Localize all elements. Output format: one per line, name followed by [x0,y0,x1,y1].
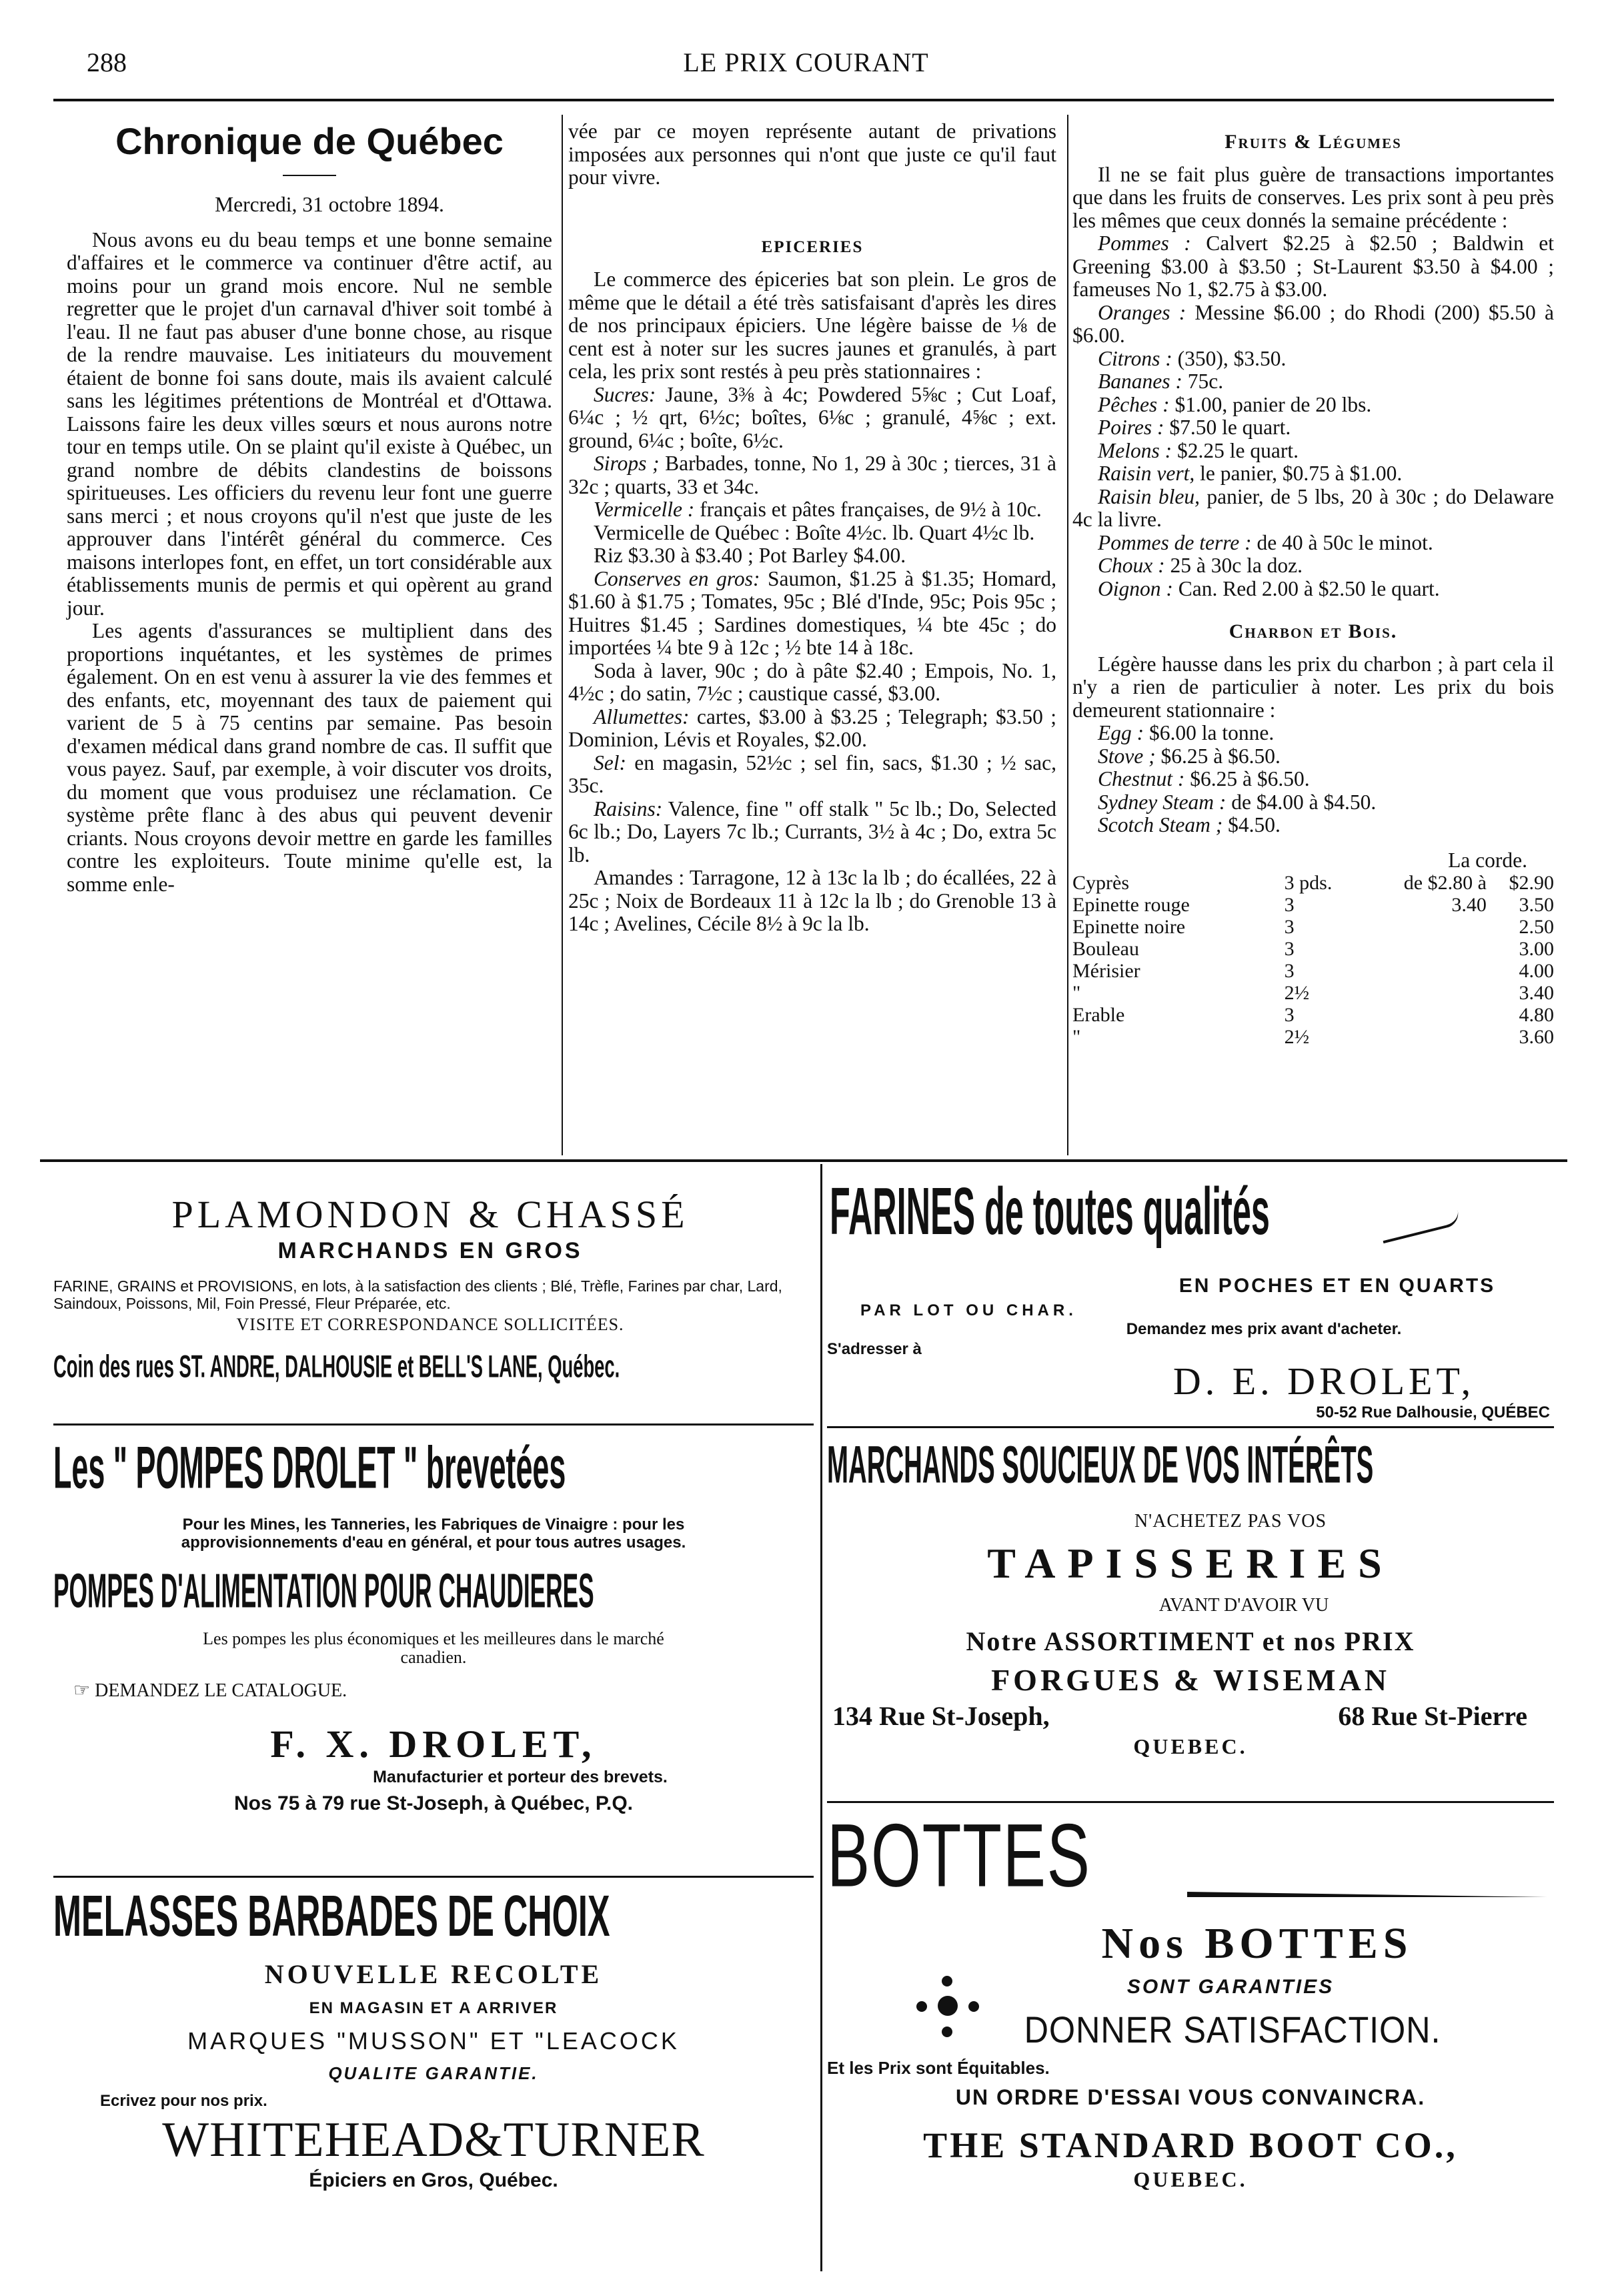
epiceries-item-label: Raisins: [594,796,663,820]
column-chronique [67,120,552,896]
epiceries-item-label: Sirops ; [594,452,660,475]
wood-row [1072,872,1554,894]
fruits-item [1072,394,1554,417]
epiceries-item-value: Riz $3.30 à $3.40 ; Pot Barley $4.00. [594,544,906,567]
epiceries-item-value: en magasin, 52½c ; sel fin, sacs, $1.30 ; ½ sac, 35c. [568,750,1056,797]
title-dash [283,175,336,176]
fruits-item [1072,578,1554,601]
fruits-item-value: Can. Red 2.00 à $2.50 le quart. [1172,576,1440,600]
fruits-item [1072,416,1554,440]
wood-price-table [1072,872,1554,1048]
article-title: Chronique de Québec [115,120,504,162]
journal-title: LE PRIX COURANT [683,47,929,77]
ad-melasses-quality: QUALITE GARANTIE. [328,2063,539,2083]
epiceries-item [568,867,1056,936]
fruits-item [1072,370,1554,394]
wood-cell-size: 3 [1284,1004,1295,1026]
ad-plamondon-sub: MARCHANDS EN GROS [277,1238,583,1263]
fruits-item-value: panier, de 5 lbs, 20 à 30c ; do Delaware 4c la livre. [1072,484,1554,531]
epiceries-lead: Le commerce des épiceries bat son plein. Le gros de même que le détail a été très satisfaisant d'après les dires de nos principaux épiciers. Une légère baisse de ⅛ de cent est à noter sur les sucres jaunes et granulés, à part cela, les prix sont restés à peu près stationnaires : [568,267,1056,383]
ads-center-divider [820,1164,822,2271]
epiceries-item-value: cartes, $3.00 à $3.25 ; Telegraph; $3.50 ; Dominion, Lévis et Royales, $2.00. [568,704,1056,751]
fruits-item-label: Citrons : [1098,346,1172,370]
epiceries-item-label: Sel: [594,750,626,774]
ad-pompes-tag: Les pompes les plus économiques et les meilleures dans le marché canadien. [203,1629,664,1667]
fruits-item-label: Pêches : [1098,392,1170,416]
wood-header: La corde. [1448,848,1527,872]
fruits-item [1072,486,1554,532]
column-divider-1 [562,115,563,1155]
wood-row [1072,894,1554,916]
ad-pompes-catalogue: ☞ DEMANDEZ LE CATALOGUE. [73,1680,347,1701]
fruits-item-label: Poires : [1098,416,1164,439]
epiceries-item-value: Amandes : Tarragone, 12 à 13c la lb ; do écallées, 22 à 25c ; Noix de Bordeaux 11 à 12c la lb ; do Grenoble 13 à 14c ; Avelines, Cécile 8½ à 9c la lb. [568,866,1056,935]
ad-farines-lot: PAR LOT OU CHAR. [860,1301,1077,1319]
article-paragraph-2: Les agents d'assurances se multiplient dans des proportions inquétantes, et les systèmes de primes également. On en est venu à assurer la vie des femmes et des enfants, etc, moyennant des taux de paiement qui varient de 5 à 75 centins par semaine. Pas besoin d'examen médical dans grand nombre de cas. Il suffit que vous payez. Sauf, par exemple, à voir discuter vos droits, du moment que vous produisez une réclamation. Ce système prête flanc à des abus qui peuvent devenir criants. Nous croyons devoir mettre en garde les familles contre les exploiteurs. Toute minime qu'elle est, la somme enle- [67,619,552,896]
epiceries-item [568,384,1056,453]
epiceries-item-label: Conserves en gros: [594,566,760,590]
coal-item-value: $6.25 à $6.50. [1184,767,1310,790]
wood-cell-p1: de $2.80 à [1403,872,1487,894]
ad-pompes [53,1433,814,1860]
column-epiceries [568,120,1056,936]
epiceries-item [568,568,1056,660]
ad-melasses-sub: NOUVELLE RECOLTE [264,1959,603,1989]
section-epiceries: EPICERIES [761,237,864,256]
fruits-item [1072,532,1554,555]
coal-item [1072,814,1554,837]
fruits-item [1072,302,1554,348]
wood-cell-size: 2½ [1284,982,1310,1004]
wood-row [1072,1004,1554,1026]
wood-cell-p2: 3.40 [1519,982,1554,1004]
wood-cell-size: 3 [1284,916,1295,938]
epiceries-item-label: Vermicelle : [594,498,695,521]
fruits-item-value: $1.00, panier de 20 lbs. [1169,392,1372,416]
wood-cell-p1 [1361,982,1487,1004]
epiceries-item [568,498,1056,522]
epiceries-item [568,706,1056,752]
wood-cell-size: 3 pds. [1284,872,1333,894]
ad-tapisseries-n3: Notre ASSORTIMENT et nos PRIX [966,1626,1415,1656]
epiceries-item [568,798,1056,867]
coal-item-label: Sydney Steam : [1098,790,1227,814]
coal-item [1072,791,1554,814]
ad-bottes-sont: SONT GARANTIES [1126,1976,1335,1998]
epiceries-price-list [568,384,1056,936]
wood-cell-name: Cyprès [1072,872,1129,894]
fruits-item-label: Oignon : [1098,576,1173,600]
section-charbon: Charbon et Bois. [1229,620,1398,642]
wood-cell-p1 [1361,938,1487,960]
ad-melasses-brands: MARQUES "MUSSON" ET "LEACOCK [187,2027,680,2055]
epiceries-item [568,522,1056,545]
ad-farines-sub: EN POCHES ET EN QUARTS [1178,1275,1496,1297]
coal-item-label: Scotch Steam ; [1098,813,1223,836]
coal-item-value: de $4.00 à $4.50. [1226,790,1377,814]
ad-farines-title: FARINES de toutes qualités [830,1173,1270,1249]
wood-cell-name: Mérisier [1072,960,1140,982]
page-number: 288 [87,47,127,77]
ad-melasses-stock: EN MAGASIN ET A ARRIVER [309,1999,558,2017]
epiceries-item-value: français et pâtes françaises, de 9½ à 10c. [694,498,1042,521]
fruits-item [1072,348,1554,371]
wood-cell-size: 3 [1284,938,1295,960]
wood-row [1072,938,1554,960]
epiceries-item-value: Barbades, tonne, No 1, 29 à 30c ; tierces, 31 à 32c ; quarts, 33 et 34c. [568,452,1056,498]
epiceries-item-value: Saumon, $1.25 à $1.35; Homard, $1.60 à $1.75 ; Tomates, 95c ; Blé d'Inde, 95c; Pois 95c ; Huitres $1.45 ; Sardines domestiques, ¼ bte 45c ; do importées ¼ bte 9 à 12c ; ½ bte 14 à 18c. [568,566,1056,659]
ad-farines [827,1173,1554,1426]
ad-plamondon-address: Coin des rues ST. ANDRE, DALHOUSIE et BELL'S LANE, Québec. [53,1349,620,1385]
ad-plamondon-name: PLAMONDON & CHASSÉ [171,1194,689,1236]
wood-cell-name: Epinette noire [1072,916,1186,938]
wood-cell-p1 [1361,1026,1487,1048]
ad-bottes-prix: Et les Prix sont Équitables. [827,2058,1050,2078]
wood-cell-size: 3 [1284,894,1295,916]
column-divider-2 [1067,115,1068,1155]
fruits-item [1072,440,1554,463]
wood-cell-p2: 2.50 [1519,916,1554,938]
ad-farines-ask: Demandez mes prix avant d'acheter. [1126,1320,1402,1338]
continued-text: vée par ce moyen représente autant de privations imposées aux personnes qui n'ont que juste ce qu'il faut pour vivre. [568,119,1056,189]
ad-tapisseries-city: QUEBEC. [1133,1734,1248,1758]
epiceries-item-value: Soda à laver, 90c ; do à pâte $2.40 ; Empois, No. 1, 4½c ; do satin, 7½c ; caustique cassé, $3.00. [568,658,1056,705]
ad-farines-addr-to: S'adresser à [827,1340,922,1358]
ad-bottes-title: BOTTES [827,1808,1091,1906]
wood-cell-p2: 4.00 [1519,960,1554,982]
ad-plamondon-visit: VISITE ET CORRESPONDANCE SOLLICITÉES. [236,1315,624,1334]
ad-rule-1 [53,1423,814,1425]
ad-pompes-maker-sub: Manufacturier et porteur des brevets. [373,1768,668,1786]
wood-cell-name: Epinette rouge [1072,894,1190,916]
wood-cell-p1 [1361,916,1487,938]
ad-melasses-firm-sub: Épiciers en Gros, Québec. [309,2169,558,2191]
ad-pompes-address: Nos 75 à 79 rue St-Joseph, à Québec, P.Q. [233,1792,634,1814]
ad-farines-firm-addr: 50-52 Rue Dalhousie, QUÉBEC [1316,1403,1550,1421]
wood-cell-p2: 3.60 [1519,1026,1554,1048]
fruits-item-value: Calvert $2.25 à $2.50 ; Baldwin et Greening $3.00 à $3.50 ; St-Laurent $3.50 à $4.00 ; fameuses No 1, $2.75 à $3.00. [1072,231,1554,301]
epiceries-item-value: Vermicelle de Québec : Boîte 4½c. lb. Quart 4½c lb. [594,520,1035,544]
ad-bottes-firm: THE STANDARD BOOT CO., [923,2125,1458,2165]
epiceries-item [568,752,1056,798]
coal-price-list [1072,722,1554,837]
fruits-item-label: Bananes : [1098,370,1182,393]
coal-item-label: Egg : [1098,721,1144,744]
wood-cell-p2: $2.90 [1509,872,1554,894]
coal-item-value: $4.50. [1223,813,1281,836]
fruits-item-value: $7.50 le quart. [1164,416,1291,439]
epiceries-item-label: Sucres: [594,382,656,406]
ad-tapisseries-title: MARCHANDS SOUCIEUX DE VOS INTÉRÊTS [827,1435,1374,1494]
ad-plamondon [53,1194,807,1421]
ad-rule-3 [827,1426,1554,1428]
fruits-item [1072,554,1554,578]
wood-row [1072,960,1554,982]
ad-melasses-firm: WHITEHEAD&TURNER [162,2113,705,2167]
charbon-lead: Légère hausse dans les prix du charbon ; à part cela il n'y a rien de particulier à noter. Les prix du bois demeurent stationnaire : [1072,652,1554,722]
ad-bottes-swoosh [1187,1892,1547,1897]
epiceries-item-label: Allumettes: [594,704,690,728]
coal-item [1072,745,1554,768]
ad-melasses [53,1882,814,2283]
epiceries-item-value: Valence, fine " off stalk " 5c lb.; Do, Selected 6c lb.; Do, Layers 7c lb.; Currants, 3½ à 4c ; Do, extra 5c lb. [568,796,1056,867]
fruits-item-value: le panier, $0.75 à $1.00. [1194,462,1403,485]
wood-row [1072,1026,1554,1048]
fruits-lead: Il ne se fait plus guère de transactions importantes que dans les fruits de conserves. Les prix sont à peu près les mêmes que ceux donnés la semaine précédente : [1072,162,1554,232]
page-header [0,40,1612,87]
fruits-item-label: Raisin vert, [1098,462,1195,485]
ad-bottes-nos: Nos BOTTES [1101,1919,1413,1968]
epiceries-item [568,452,1056,498]
wood-cell-size: 2½ [1284,1026,1310,1048]
coal-item [1072,722,1554,745]
ad-pompes-for: Pour les Mines, les Tanneries, les Fabriques de Vinaigre : pour les approvisionnements d'eau en général, et pour tous autres usages. [181,1516,686,1552]
ad-bottes-city: QUEBEC. [1133,2167,1248,2191]
ad-tapisseries-n2: AVANT D'AVOIR VU [1158,1595,1329,1616]
fruits-item-value: Messine $6.00 ; do Rhodi (200) $5.50 à $6.00. [1072,300,1554,347]
coal-item-label: Stove ; [1098,744,1156,768]
fruits-item [1072,232,1554,302]
epiceries-item [568,544,1056,568]
fruits-item-value: 25 à 30c la doz. [1164,554,1303,577]
ad-bottes-ordre: UN ORDRE D'ESSAI VOUS CONVAINCRA. [955,2085,1426,2109]
fruits-item-label: Choux : [1098,554,1165,577]
fruits-item [1072,462,1554,486]
wood-row [1072,916,1554,938]
wood-cell-name: " [1072,1026,1081,1048]
coal-item [1072,768,1554,791]
wood-cell-name: " [1072,982,1081,1004]
ad-tapisseries-firm: FORGUES & WISEMAN [991,1663,1390,1697]
ad-melasses-title: MELASSES BARBADES DE CHOIX [53,1883,610,1948]
ad-farines-firm: D. E. DROLET, [1172,1359,1475,1403]
coal-item-value: $6.25 à $6.50. [1155,744,1281,768]
fruits-item-label: Raisin bleu, [1098,484,1200,508]
epiceries-item-value: Jaune, 3⅜ à 4c; Powdered 5⅝c ; Cut Loaf, 6¼c ; ½ qrt, 6½c; boîtes, 6⅛c ; granulé, 4⅝c ; ext. ground, 6¼c ; boîte, 6½c. [568,382,1056,452]
ad-tapisseries-addresses [832,1700,1527,1732]
fruits-item-label: Pommes : [1098,231,1191,255]
section-fruits: Fruits & Légumes [1225,131,1402,153]
article-paragraph-1: Nous avons eu du beau temps et une bonne semaine d'affaires et le commerce va continuer d'être actif, au moins pour un grand mois encore. Nul ne semble regretter que le projet d'un carnaval d'hiver soit tombé à l'eau. Il ne faut pas abuser d'une bonne chose, au risque de la rendre mauvaise. Les initiateurs du mouvement étaient de bonne foi sans doute, mais ils avaient calculé sans les légitimes prétentions de Montréal et d'Ottawa. Laissons faire les deux villes sœurs et nous aurons notre tour en temps utile. On se plaint qu'il existe à Québec, un grand nombre de débits clandestins de boissons spiritueuses. Les officiers du revenu leur font une guerre sans merci ; et nous croyons qu'il n'est que juste de les approuver dans l'intérêt général du commerce. Ces maisons interlopes font, en effet, un tort considérable aux établissements munis de permis et qui opèrent au grand jour. [67,227,552,620]
wood-cell-p1 [1361,960,1487,982]
fruits-item-value: de 40 à 50c le minot. [1251,530,1433,554]
fruits-item-label: Pommes de terre : [1098,530,1252,554]
ad-bottes-donner: DONNER SATISFACTION. [1024,2008,1441,2051]
wood-row [1072,982,1554,1004]
ad-rule-2 [53,1876,814,1878]
epiceries-item [568,660,1056,706]
wood-cell-name: Erable [1072,1004,1125,1026]
wood-cell-p2: 3.00 [1519,938,1554,960]
ad-tapisseries-addr2: 68 Rue St-Pierre [1338,1701,1527,1731]
wood-cell-p1 [1361,1004,1487,1026]
coal-item-label: Chestnut : [1098,767,1185,790]
header-rule [53,99,1554,101]
ad-pompes-maker: F. X. DROLET, [270,1722,597,1766]
wood-cell-name: Bouleau [1072,938,1139,960]
ads-top-rule [40,1159,1567,1162]
fruits-item-label: Melons : [1098,438,1172,462]
fruits-item-value: 75c. [1182,370,1224,393]
ad-pompes-sub: POMPES D'ALIMENTATION POUR CHAUDIERES [53,1563,594,1618]
fruits-item-value: (350), $3.50. [1172,346,1287,370]
column-fruits [1072,120,1554,1048]
ad-plamondon-body: FARINE, GRAINS et PROVISIONS, en lots, à la satisfaction des clients ; Blé, Trèfle, Farines par char, Lard, Saindoux, Poissons, Mil, Foin Pressé, Fleur Préparée, etc. [53,1277,782,1312]
wood-cell-p1: 3.40 [1451,894,1487,916]
ad-rule-4 [827,1801,1554,1803]
wood-cell-size: 3 [1284,960,1295,982]
ad-pompes-title: Les " POMPES DROLET " brevetées [53,1433,566,1501]
fruits-item-value: $2.25 le quart. [1172,438,1299,462]
coal-item-value: $6.00 la tonne. [1144,721,1275,744]
ad-melasses-write: Ecrivez pour nos prix. [100,2092,267,2110]
fruits-price-list [1072,232,1554,600]
ad-farines-flourish [1380,1210,1461,1243]
ad-tapisseries-big: TAPISSERIES [987,1540,1394,1587]
fruits-item-label: Oranges : [1098,300,1186,324]
ad-tapisseries [827,1434,1554,1794]
article-dateline: Mercredi, 31 octobre 1894. [215,193,444,216]
wood-cell-p2: 4.80 [1519,1004,1554,1026]
ad-bottes [827,1808,1554,2281]
ad-tapisseries-addr1: 134 Rue St-Joseph, [832,1701,1050,1731]
ad-tapisseries-n1: N'ACHETEZ PAS VOS [1134,1511,1327,1532]
wood-cell-p2: 3.50 [1519,894,1554,916]
